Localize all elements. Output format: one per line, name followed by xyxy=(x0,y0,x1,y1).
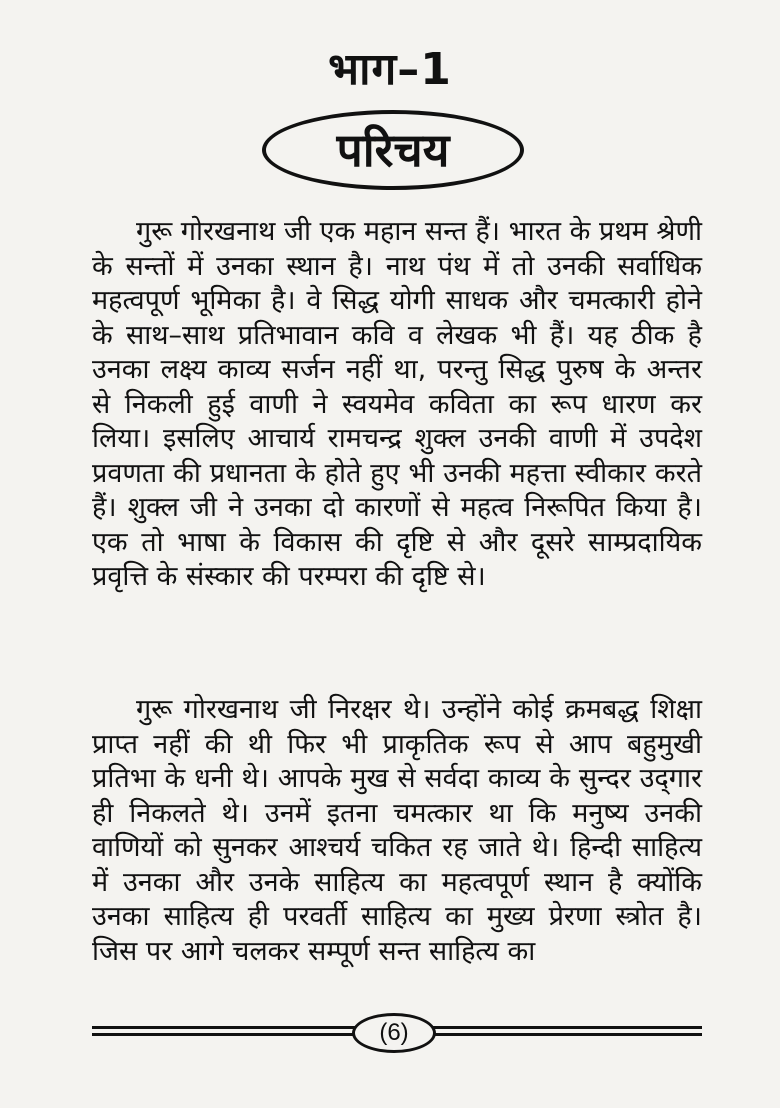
paragraph-1: गुरू गोरखनाथ जी एक महान सन्त हैं। भारत के प्रथम श्रेणी के सन्तों में उनका स्थान है। नाथ पंथ में तो उनकी सर्वाधिक महत्वपूर्ण भूमिका है। वे सिद्ध योगी साधक और चमत्कारी होने के साथ–साथ प्रतिभावान कवि व लेखक भी हैं। यह ठीक है उनका लक्ष्य काव्य सर्जन नहीं था, परन्तु सिद्ध पुरुष के अन्तर से निकली हुई वाणी ने स्वयमेव कविता का रूप धारण कर लिया। इसलिए आचार्य रामचन्द्र शुक्ल उनकी वाणी में उपदेश प्रवणता की प्रधानता के होते हुए भी उनकी महत्ता स्वीकार करते हैं। शुक्ल जी ने उनका दो कारणों से महत्व निरूपित किया है। एक तो भाषा के विकास की दृष्टि से और दूसरे साम्प्रदायिक प्रवृत्ति के संस्कार की परम्परा की दृष्टि से। xyxy=(92,216,702,592)
chapter-title: परिचय xyxy=(336,123,450,177)
paragraph-2: गुरू गोरखनाथ जी निरक्षर थे। उन्होंने कोई क्रमबद्ध शिक्षा प्राप्त नहीं की थी फिर भी प्राकृतिक रूप से आप बहुमुखी प्रतिभा के धनी थे। आपके मुख से सर्वदा काव्य के सुन्दर उद्‌गार ही निकलते थे। उनमें इतना चमत्कार था कि मनुष्य उनकी वाणियों को सुनकर आश्चर्य चकित रह जाते थे। हिन्दी साहित्य में उनका और उनके साहित्य का महत्वपूर्ण स्थान है क्योंकि उनका साहित्य ही परवर्ती साहित्य का मुख्य प्रेरणा स्त्रोत है। जिस पर आगे चलकर सम्पूर्ण सन्त साहित्य का xyxy=(92,694,702,967)
page-number-oval xyxy=(352,1013,436,1053)
chapter-title-oval xyxy=(262,110,524,190)
part-heading: भाग–1 xyxy=(328,44,452,95)
page-number: (6) xyxy=(379,1019,409,1046)
